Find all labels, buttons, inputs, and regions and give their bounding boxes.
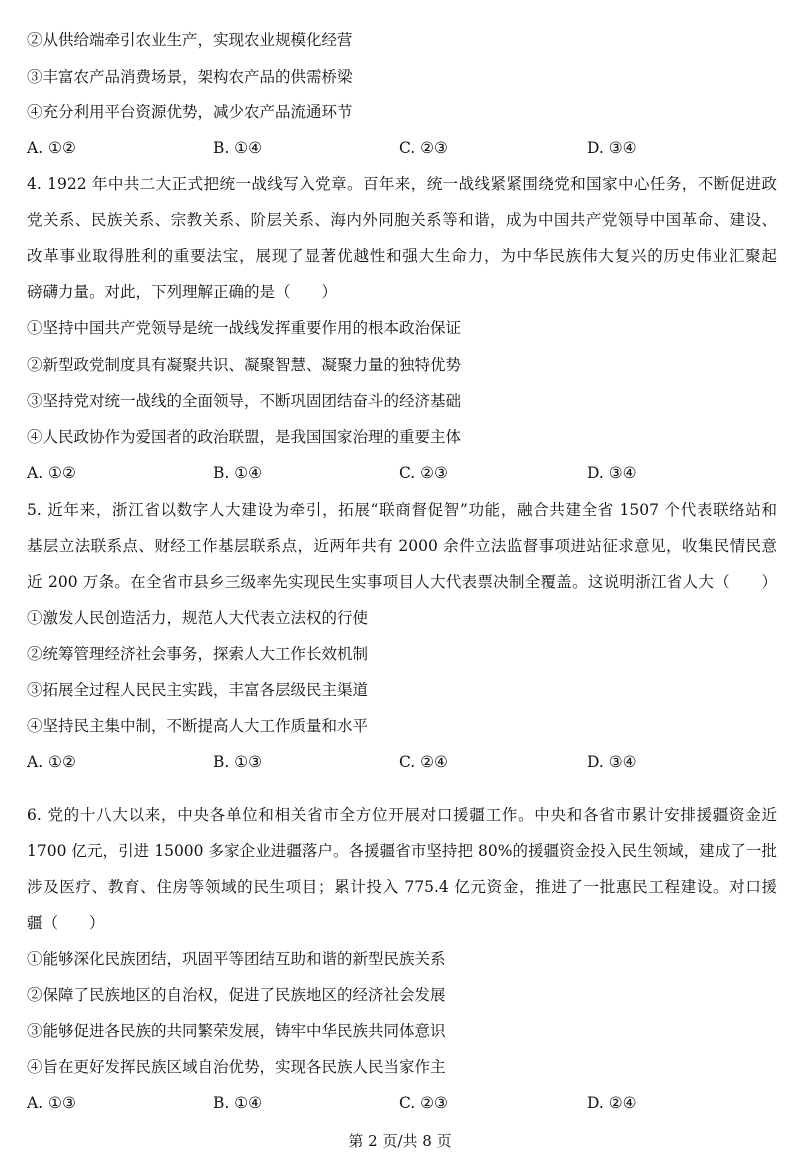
option-d: D. ③④ xyxy=(587,464,637,482)
q5-statement-3: ③拓展全过程人民民主实践，丰富各层级民主渠道 xyxy=(27,681,369,699)
q4-statement-2: ②新型政党制度具有凝聚共识、凝聚智慧、凝聚力量的独特优势 xyxy=(27,356,462,374)
option-c: C. ②③ xyxy=(399,139,448,157)
q6-statement-2: ②保障了民族地区的自治权，促进了民族地区的经济社会发展 xyxy=(27,986,446,1004)
option-a: A. ①② xyxy=(27,464,76,482)
q4-statement-1: ①坚持中国共产党领导是统一战线发挥重要作用的根本政治保证 xyxy=(27,319,462,337)
q5-options xyxy=(27,752,777,772)
q6-statement-3: ③能够促进各民族的共同繁荣发展，铸牢中华民族共同体意识 xyxy=(27,1022,446,1040)
option-a: A. ①② xyxy=(27,753,76,771)
option-b: B. ①④ xyxy=(213,464,263,482)
q4-stem-line-3: 改革事业取得胜利的重要法宝，展现了显著优越性和强大生命力，为中华民族伟大复兴的历史伟业汇聚起 xyxy=(27,247,777,265)
option-d: D. ②④ xyxy=(587,1094,637,1112)
q5-stem-line-2: 基层立法联系点、财经工作基层联系点，近两年共有 2000 余件立法监督事项进站征求意见，收集民情民意 xyxy=(27,537,777,555)
q4-stem-line-2: 党关系、民族关系、宗教关系、阶层关系、海内外同胞关系等和谐，成为中国共产党领导中国革命、建设、 xyxy=(27,211,777,229)
q4-options xyxy=(27,463,777,483)
q4-stem-line-4: 磅礴力量。对此，下列理解正确的是（ ） xyxy=(27,283,338,301)
option-a: A. ①② xyxy=(27,139,76,157)
q5-stem-line-1: 5. 近年来，浙江省以数字人大建设为牵引，拓展“联商督促智”功能，融合共建全省 1507 个代表联络站和 xyxy=(27,501,777,519)
carryover-options xyxy=(27,138,777,158)
option-b: B. ①③ xyxy=(213,753,263,771)
option-b: B. ①④ xyxy=(213,139,263,157)
option-d: D. ③④ xyxy=(587,139,637,157)
q6-options xyxy=(27,1093,777,1113)
q6-stem-line-1: 6. 党的十八大以来，中央各单位和相关省市全方位开展对口援疆工作。中央和各省市累计安排援疆资金近 xyxy=(27,806,777,824)
page-number: 第 2 页/共 8 页 xyxy=(348,1132,452,1150)
option-c: C. ②③ xyxy=(399,464,448,482)
q5-statement-4: ④坚持民主集中制，不断提高人大工作质量和水平 xyxy=(27,717,369,735)
option-d: D. ③④ xyxy=(587,753,637,771)
q4-statement-3: ③坚持党对统一战线的全面领导，不断巩固团结奋斗的经济基础 xyxy=(27,392,462,410)
carryover-statement-4: ④充分利用平台资源优势，减少农产品流通环节 xyxy=(27,103,353,121)
option-c: C. ②③ xyxy=(399,1094,448,1112)
q5-statement-2: ②统筹管理经济社会事务，探索人大工作长效机制 xyxy=(27,645,369,663)
q4-statement-4: ④人民政协作为爱国者的政治联盟，是我国国家治理的重要主体 xyxy=(27,428,462,446)
q6-statement-1: ①能够深化民族团结，巩固平等团结互助和谐的新型民族关系 xyxy=(27,950,446,968)
option-c: C. ②④ xyxy=(399,753,448,771)
carryover-statement-3: ③丰富农产品消费场景，架构农产品的供需桥梁 xyxy=(27,68,353,86)
carryover-statement-2: ②从供给端牵引农业生产，实现农业规模化经营 xyxy=(27,31,353,49)
q6-stem-line-2: 1700 亿元，引进 15000 多家企业进疆落户。各援疆省市坚持把 80%的援疆资金投入民生领域，建成了一批 xyxy=(27,842,777,860)
q6-stem-line-4: 疆（ ） xyxy=(27,914,105,932)
q5-statement-1: ①激发人民创造活力，规范人大代表立法权的行使 xyxy=(27,609,369,627)
q5-stem-line-3: 近 200 万条。在全省市县乡三级率先实现民生实事项目人大代表票决制全覆盖。这说明浙江省人大（ ） xyxy=(27,573,777,591)
option-a: A. ①③ xyxy=(27,1094,76,1112)
q6-stem-line-3: 涉及医疗、教育、住房等领域的民生项目；累计投入 775.4 亿元资金，推进了一批惠民工程建设。对口援 xyxy=(27,878,777,896)
q6-statement-4: ④旨在更好发挥民族区域自治优势，实现各民族人民当家作主 xyxy=(27,1058,446,1076)
q4-stem-line-1: 4. 1922 年中共二大正式把统一战线写入党章。百年来，统一战线紧紧围绕党和国家中心任务，不断促进政 xyxy=(27,175,777,193)
option-b: B. ①④ xyxy=(213,1094,263,1112)
